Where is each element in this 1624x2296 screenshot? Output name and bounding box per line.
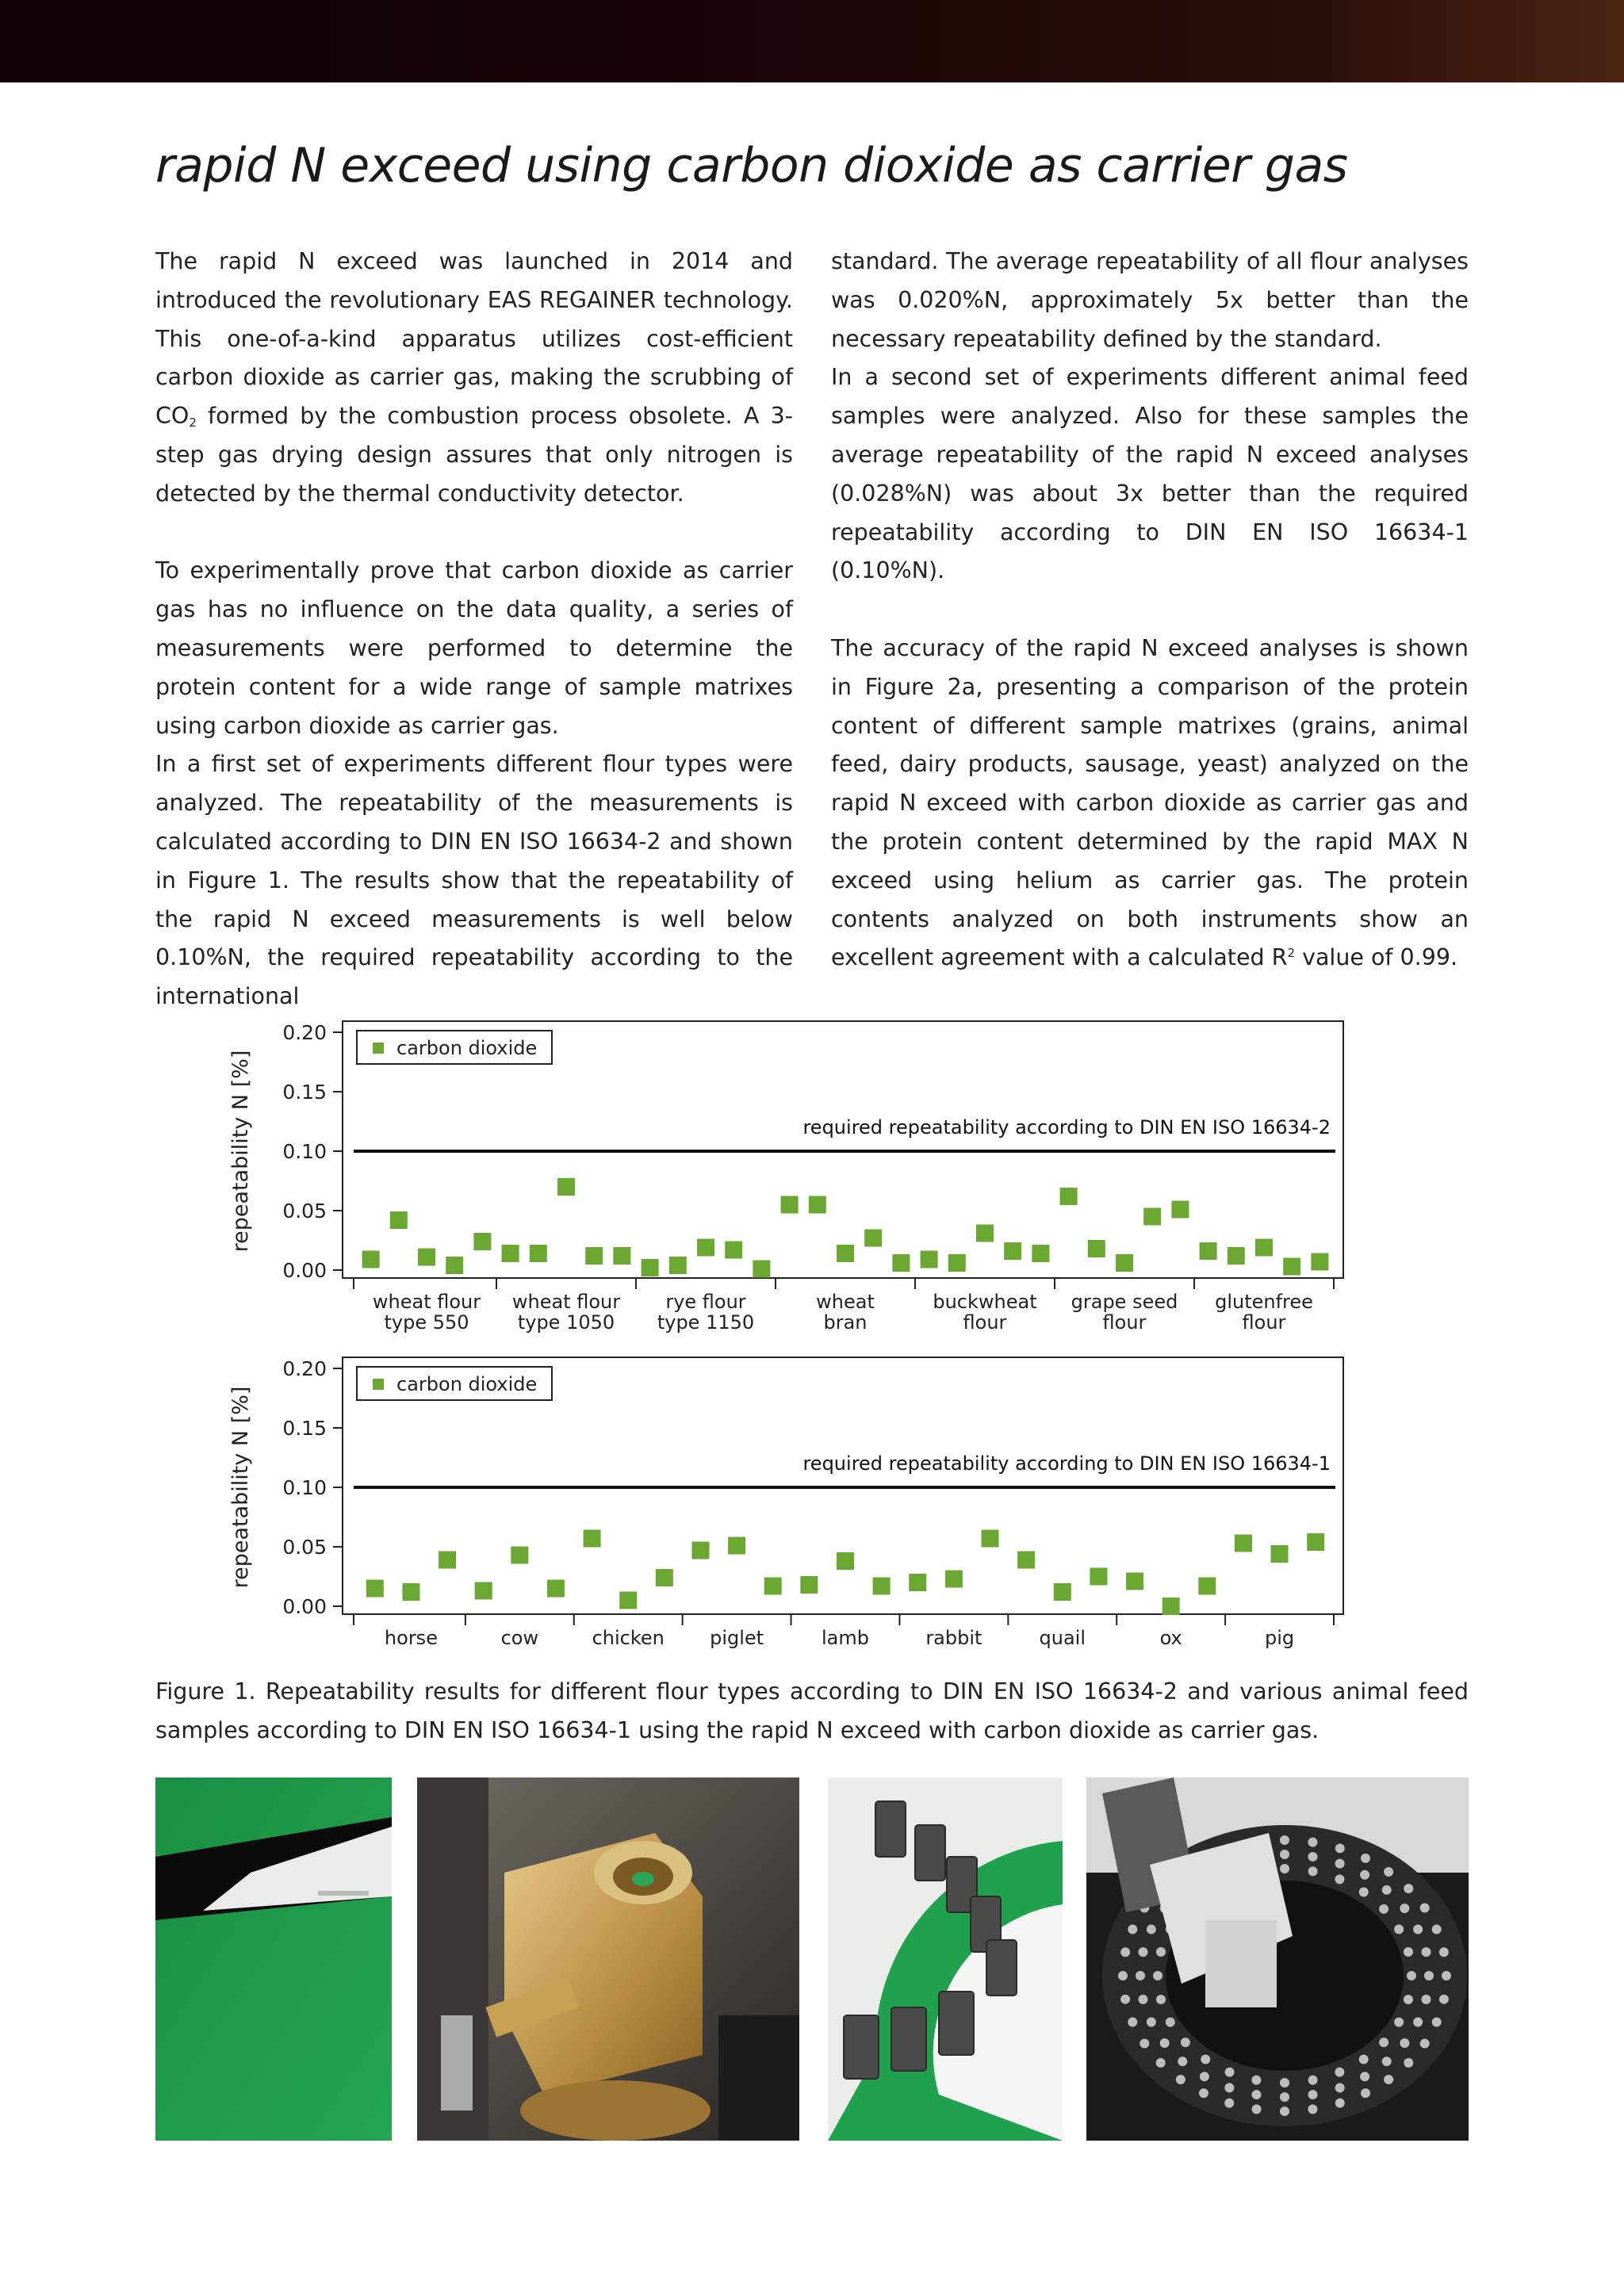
data-point [1090,1568,1107,1586]
sample-dot [1118,1971,1128,1980]
data-points [362,1178,1329,1278]
y-tick-label: 0.15 [282,1417,327,1440]
data-point [530,1245,547,1262]
sample-dot [1424,1971,1434,1980]
sample-dot [1308,2090,1318,2099]
x-tick-label: flour [963,1311,1007,1334]
data-point [1200,1242,1217,1260]
sample-dot [1394,2018,1404,2027]
data-point [1171,1201,1189,1219]
chart-flour-repeatability [206,1005,1348,1334]
data-point [728,1537,745,1555]
x-tick-label: type 1050 [517,1311,615,1334]
legend-label: carbon dioxide [396,1373,538,1395]
sample-dot [1153,1971,1162,1980]
sample-dot [1335,1859,1345,1869]
y-tick-label: 0.15 [282,1081,327,1104]
data-point [584,1530,601,1548]
sample-dot [1335,2083,1345,2092]
sample-dot [1120,1947,1130,1957]
sample-dot [1379,2038,1388,2047]
x-tick-label: bran [823,1311,868,1334]
y-tick-label: 0.05 [282,1200,327,1223]
y-axis [282,1357,343,1618]
x-tick-label: cow [500,1627,539,1649]
data-point [1271,1545,1289,1563]
sample-dot [1224,2083,1234,2092]
legend-label: carbon dioxide [396,1037,538,1059]
figure-caption: Figure 1. Repeatability results for different flour types according to DIN EN ISO 16634-2 and various animal feed samples according to DIN EN ISO 16634-1 using the rapid N exceed with carbon dioxide as carrier gas. [155,1678,1469,1743]
sample-dot [1361,1854,1370,1863]
sample-dot [1181,2038,1190,2047]
paragraph-feed: In a second set of experiments different animal feed samples were analyzed. Also for these samples the average repeatability of the rapid N exceed analyses (0.028%N) was about 3x better than the required repeatability according to DIN EN ISO 16634-1 (0.10%N). [831,364,1469,584]
sample-dot [1400,2038,1409,2048]
photo-autosampler [1086,1777,1469,2141]
x-tick-label: rabbit [925,1627,982,1649]
x-tick-label: type 1150 [657,1311,755,1334]
paragraph-intro-text: The rapid N exceed was launched in 2014 and introduced the revolutionary EAS REGAINER technology. This one-of-a-kind apparatus utilizes cost-efficient carbon dioxide as carrier gas, making the scrubbing of CO [155,248,793,430]
sample-dot [1335,1874,1344,1884]
data-point [976,1225,994,1242]
sample-dot [1442,1971,1451,1980]
sample-dot [1404,1884,1413,1893]
sample-dot [1420,1904,1430,1913]
data-point [1235,1535,1252,1552]
sample-dot [1156,2058,1166,2068]
x-tick-label: pig [1264,1627,1295,1649]
data-point [982,1530,999,1548]
paragraph-flour: In a first set of experiments different flour types were analyzed. The repeatability of the measurements is calculated according to DIN EN ISO 16634-2 and shown in Figure 1. The results show that the repeatability of the rapid N exceed measurements is well below 0.10%N, the required repeatability according to the international [155,751,793,1010]
sample-dot [1280,1864,1289,1873]
sample-dot [1280,1850,1289,1859]
x-tick-label: ox [1159,1627,1182,1649]
sample-dot [1280,1835,1289,1845]
sample-dot [1225,2068,1235,2077]
x-tick-label: glutenfree [1215,1291,1313,1313]
sample-dot [1128,2017,1137,2026]
data-point [781,1196,799,1214]
sample-dot [1166,2018,1175,2027]
x-tick-label: chicken [592,1627,665,1649]
paragraph-accuracy-end: value of 0.99. [1295,944,1458,971]
data-point [1060,1188,1078,1205]
co2-subscript: 2 [189,415,197,430]
legend-marker [373,1379,384,1390]
x-tick-label: quail [1039,1627,1086,1649]
data-point [656,1569,673,1586]
sample-dot [1439,1947,1449,1957]
sample-dot [1224,2099,1234,2108]
y-axis-label: repeatability N [%] [228,1386,253,1589]
sample-dot [1413,2018,1423,2027]
data-point [473,1233,491,1250]
paragraph-intro-end: formed by the combustion process obsolete. A 3-step gas drying design assures that only nitrogen is detected by the thermal conductivity detector. [155,403,793,507]
sample-dot [1335,1843,1345,1853]
data-point [1311,1253,1328,1271]
paragraph-experiment: To experimentally prove that carbon dioxide as carrier gas has no influence on the data quality, a series of measurements were performed to determine the protein content for a wide range of sample matrixes using carbon dioxide as carrier gas. [155,557,793,739]
x-tick-label: grape seed [1071,1291,1178,1313]
sample-dot [1420,2039,1430,2049]
data-point [1004,1242,1021,1260]
sample-dot [1251,2076,1261,2085]
sample-dot [1139,2039,1149,2049]
sample-dot [1432,2017,1442,2026]
sample-dot [1178,2057,1187,2066]
data-point [864,1230,882,1247]
legend-marker [373,1043,384,1054]
data-point [402,1583,419,1601]
sample-dot [1280,2092,1289,2102]
paragraph-accuracy-text: The accuracy of the rapid N exceed analyses is shown in Figure 2a, presenting a comparison of the protein content of different sample matrixes (grains, animal feed, dairy products, sausage, yeast) analyzed on the rapid N exceed with carbon dioxide as carrier gas and the protein content determined by the rapid MAX N exceed using helium as carrier gas. The protein contents analyzed on both instruments show an excellent agreement with a calculated R [831,634,1469,971]
sample-dot [1156,1947,1166,1957]
y-axis [282,1021,343,1282]
data-point [642,1259,659,1276]
data-point [585,1247,603,1265]
sample-dot [1201,2055,1210,2064]
top-banner [0,0,1624,82]
sample-dot [1361,2088,1370,2098]
data-point [557,1178,575,1196]
data-point [691,1542,709,1559]
x-axis [354,1614,1334,1649]
data-point [613,1247,630,1265]
data-point [1198,1578,1216,1595]
data-point [1116,1254,1133,1272]
data-point [948,1254,966,1272]
sample-dot [1422,1947,1431,1957]
sample-dot [1384,2075,1393,2084]
sample-dot [1360,2072,1369,2081]
data-point [446,1257,463,1274]
photo-instrument-housing [155,1777,392,2141]
sample-dot [1335,2099,1345,2108]
data-point [800,1576,818,1594]
data-point [892,1254,910,1272]
data-point [1017,1552,1035,1569]
r-squared-superscript: 2 [1287,946,1296,961]
photo-crucible-carousel [828,1777,1063,2141]
data-point [921,1251,938,1269]
x-tick-label: wheat [816,1291,875,1313]
sample-dot [1138,1947,1147,1957]
x-tick-label: wheat flour [372,1291,481,1313]
sample-dot [1308,2104,1317,2114]
sample-dot [1359,2055,1369,2064]
paragraph-accuracy [831,629,1469,978]
chart-feed-repeatability [206,1341,1348,1649]
sample-dot [1120,1995,1130,2004]
chart-feed-svg [206,1341,1348,1674]
data-point [1255,1239,1273,1257]
y-tick-label: 0.10 [282,1476,327,1499]
data-point [764,1578,782,1595]
sample-dot [1199,2088,1208,2098]
text-column-right [831,243,1469,978]
data-point [502,1245,519,1262]
sample-dot [1308,2076,1318,2085]
sample-dot [1382,1885,1392,1895]
chart-flour-svg [206,1005,1348,1338]
sample-dot [1200,2072,1209,2081]
data-point [1162,1598,1180,1615]
data-point [390,1211,408,1229]
data-point [619,1592,637,1609]
sample-dot [1359,1887,1369,1896]
photo-brass-block [417,1777,799,2141]
x-tick-label: buckwheat [933,1291,1037,1313]
sample-dot [1280,2107,1289,2116]
data-point [697,1239,714,1257]
sample-dot [1439,1995,1449,2004]
sample-dot [1407,1971,1416,1980]
data-point [1307,1533,1324,1551]
threshold-label: required repeatability according to DIN EN ISO 16634-1 [802,1452,1331,1475]
sample-dot [1308,1838,1317,1847]
data-point [945,1571,963,1588]
data-point [809,1196,826,1214]
data-point [1143,1208,1161,1226]
sample-dot [1422,1995,1431,2004]
sample-dot [1308,1852,1318,1862]
threshold-label: required repeatability according to DIN EN ISO 16634-2 [802,1116,1331,1138]
data-point [547,1580,565,1598]
data-point [511,1547,528,1564]
text-column-left [155,243,793,1016]
data-point [1228,1247,1245,1265]
data-point [1088,1240,1105,1257]
data-point [873,1578,891,1595]
paragraph-intro [155,243,793,514]
sample-dot [1252,2104,1262,2114]
paragraph-standard: standard. The average repeatability of all flour analyses was 0.020%N, approximately 5x better than the necessary repeatability defined by the standard. [831,248,1469,352]
y-tick-label: 0.05 [282,1536,327,1559]
data-point [366,1580,384,1598]
x-tick-label: horse [384,1627,438,1649]
data-point [669,1257,687,1274]
x-tick-label: wheat flour [511,1291,621,1313]
data-point [1283,1258,1300,1276]
x-axis [354,1278,1334,1334]
sample-dot [1384,1867,1393,1877]
data-point [909,1574,926,1591]
x-tick-label: piglet [710,1627,764,1649]
sample-dot [1400,1904,1409,1913]
x-tick-label: type 550 [384,1311,469,1334]
x-tick-label: rye flour [665,1291,746,1313]
data-point [753,1261,770,1278]
sample-dot [1413,1924,1423,1934]
sample-dot [1382,2057,1392,2066]
y-tick-label: 0.00 [282,1259,327,1282]
data-point [418,1249,435,1266]
sample-dot [1404,1947,1413,1957]
sample-dot [1176,2075,1185,2084]
sample-dot [1251,2090,1261,2099]
sample-dot [1335,2068,1344,2077]
data-point [725,1242,742,1259]
sample-dot [1404,1995,1413,2004]
data-point [837,1552,854,1570]
y-tick-label: 0.00 [282,1595,327,1618]
data-point [1126,1573,1143,1590]
sample-dot [1128,1925,1137,1934]
sample-dot [1379,1904,1388,1914]
data-points [366,1530,1324,1616]
data-point [439,1552,456,1569]
sample-dot [1147,1924,1156,1934]
sample-dot [1160,2038,1170,2048]
sample-dot [1156,1995,1166,2004]
sample-dot [1360,1870,1369,1880]
y-tick-label: 0.20 [282,1357,327,1380]
data-point [837,1245,854,1262]
legend [357,1367,552,1400]
data-point [362,1251,380,1269]
x-tick-label: flour [1242,1311,1286,1334]
sample-dot [1138,1995,1147,2004]
sample-dot [1147,2018,1156,2027]
sample-dot [1308,1866,1318,1876]
y-tick-label: 0.10 [282,1140,327,1163]
data-point [475,1582,492,1600]
sample-dot [1394,1924,1404,1934]
sample-dot [1280,2078,1289,2087]
x-tick-label: flour [1102,1311,1147,1334]
y-axis-label: repeatability N [%] [228,1050,253,1253]
sample-dot [1136,1971,1145,1980]
sample-dot [1432,1925,1442,1934]
x-tick-label: lamb [822,1627,869,1649]
y-tick-label: 0.20 [282,1021,327,1044]
data-point [1032,1245,1049,1262]
data-point [1054,1583,1071,1601]
page-title: rapid N exceed using carbon dioxide as carrier gas [155,138,1348,193]
legend [357,1031,552,1064]
sample-dot [1404,2058,1413,2068]
